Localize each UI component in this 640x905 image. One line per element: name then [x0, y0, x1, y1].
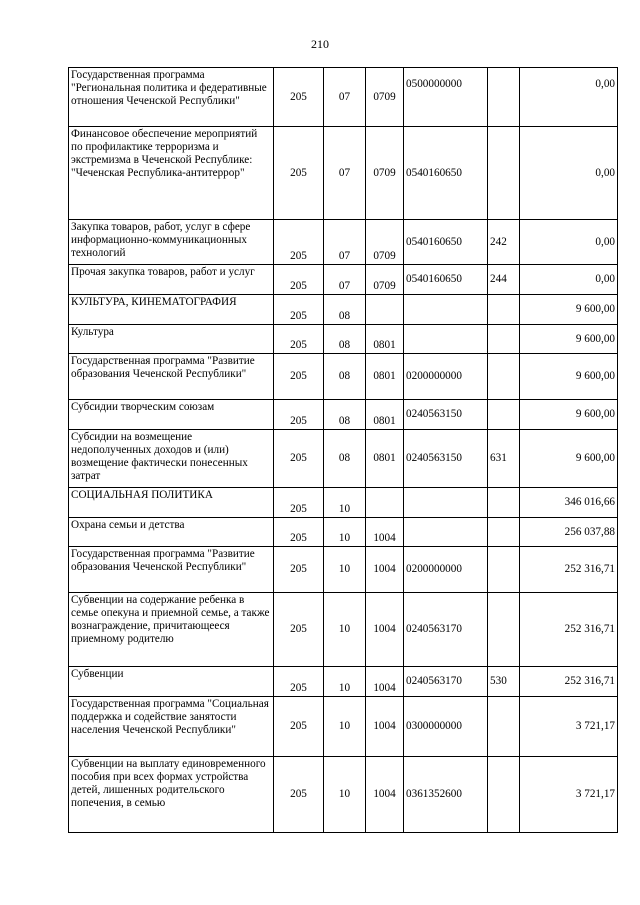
- row-name: СОЦИАЛЬНАЯ ПОЛИТИКА: [69, 488, 274, 518]
- row-vr: [488, 697, 520, 757]
- row-name: Государственная программа "Развитие образования Чеченской Республики": [69, 547, 274, 593]
- row-pr: 1004: [366, 697, 404, 757]
- row-gr: 205: [274, 757, 324, 833]
- row-pr: 1004: [366, 518, 404, 547]
- row-vr: [488, 127, 520, 220]
- row-rz: 08: [324, 325, 366, 354]
- row-name: Культура: [69, 325, 274, 354]
- row-csr: [404, 488, 488, 518]
- row-gr: 205: [274, 354, 324, 400]
- table-row: [69, 400, 618, 430]
- row-vr: [488, 354, 520, 400]
- row-csr: 0500000000: [404, 68, 488, 127]
- row-gr: 205: [274, 220, 324, 265]
- row-csr: 0540160650: [404, 127, 488, 220]
- row-pr: 0801: [366, 400, 404, 430]
- table-row: [69, 354, 618, 400]
- row-csr: [404, 295, 488, 325]
- row-amount: 252 316,71: [520, 667, 618, 697]
- row-pr: [366, 488, 404, 518]
- table-row: [69, 757, 618, 833]
- row-amount: 9 600,00: [520, 354, 618, 400]
- row-pr: 1004: [366, 757, 404, 833]
- row-rz: 07: [324, 68, 366, 127]
- row-name: Субсидии творческим союзам: [69, 400, 274, 430]
- table-row: [69, 68, 618, 127]
- row-csr: 0361352600: [404, 757, 488, 833]
- row-amount: 9 600,00: [520, 325, 618, 354]
- row-vr: 242: [488, 220, 520, 265]
- row-amount: 0,00: [520, 265, 618, 295]
- row-vr: 631: [488, 430, 520, 488]
- row-vr: [488, 518, 520, 547]
- row-pr: 1004: [366, 593, 404, 667]
- row-rz: 10: [324, 697, 366, 757]
- row-name: Государственная программа "Региональная политика и федеративные отношения Чеченской Республики": [69, 68, 274, 127]
- row-csr: 0240563150: [404, 400, 488, 430]
- row-name: Закупка товаров, работ, услуг в сфере информационно-коммуникационных технологий: [69, 220, 274, 265]
- table-row: [69, 667, 618, 697]
- row-rz: 07: [324, 265, 366, 295]
- row-csr: 0300000000: [404, 697, 488, 757]
- row-vr: [488, 295, 520, 325]
- row-name: Прочая закупка товаров, работ и услуг: [69, 265, 274, 295]
- row-vr: 244: [488, 265, 520, 295]
- row-amount: 0,00: [520, 68, 618, 127]
- row-amount: 9 600,00: [520, 400, 618, 430]
- row-name: Государственная программа "Социальная поддержка и содействие занятости населения Чеченской Республики": [69, 697, 274, 757]
- row-rz: 10: [324, 593, 366, 667]
- row-csr: 0240563170: [404, 593, 488, 667]
- table-row: [69, 518, 618, 547]
- row-pr: 0709: [366, 68, 404, 127]
- row-vr: [488, 68, 520, 127]
- row-csr: 0200000000: [404, 354, 488, 400]
- row-gr: 205: [274, 593, 324, 667]
- row-name: Государственная программа "Развитие образования Чеченской Республики": [69, 354, 274, 400]
- row-gr: 205: [274, 488, 324, 518]
- row-name: КУЛЬТУРА, КИНЕМАТОГРАФИЯ: [69, 295, 274, 325]
- row-csr: [404, 518, 488, 547]
- row-gr: 205: [274, 697, 324, 757]
- row-pr: 1004: [366, 667, 404, 697]
- row-name: Охрана семьи и детства: [69, 518, 274, 547]
- row-gr: 205: [274, 430, 324, 488]
- row-rz: 10: [324, 547, 366, 593]
- row-rz: 10: [324, 757, 366, 833]
- row-amount: 252 316,71: [520, 593, 618, 667]
- row-name: Финансовое обеспечение мероприятий по профилактике терроризма и экстремизма в Чеченской Республике: "Чеченская Республика-антитеррор": [69, 127, 274, 220]
- row-csr: 0200000000: [404, 547, 488, 593]
- table-row: [69, 547, 618, 593]
- row-csr: 0240563150: [404, 430, 488, 488]
- row-vr: 530: [488, 667, 520, 697]
- table-row: [69, 127, 618, 220]
- table-row: [69, 593, 618, 667]
- row-rz: 10: [324, 488, 366, 518]
- row-pr: 0801: [366, 354, 404, 400]
- row-vr: [488, 325, 520, 354]
- row-amount: 9 600,00: [520, 295, 618, 325]
- row-rz: 08: [324, 400, 366, 430]
- row-rz: 07: [324, 220, 366, 265]
- row-pr: 0801: [366, 430, 404, 488]
- row-pr: 0801: [366, 325, 404, 354]
- row-csr: 0540160650: [404, 220, 488, 265]
- row-name: Субвенции на выплату единовременного пособия при всех формах устройства детей, лишенных родительского попечения, в семью: [69, 757, 274, 833]
- row-amount: 256 037,88: [520, 518, 618, 547]
- row-gr: 205: [274, 68, 324, 127]
- row-amount: 252 316,71: [520, 547, 618, 593]
- row-gr: 205: [274, 400, 324, 430]
- row-gr: 205: [274, 265, 324, 295]
- row-name: Субвенции: [69, 667, 274, 697]
- row-rz: 07: [324, 127, 366, 220]
- row-pr: 0709: [366, 220, 404, 265]
- table-row: [69, 697, 618, 757]
- table-row: [69, 265, 618, 295]
- table-row: [69, 325, 618, 354]
- row-gr: 205: [274, 667, 324, 697]
- row-amount: 3 721,17: [520, 697, 618, 757]
- row-vr: [488, 757, 520, 833]
- row-amount: 0,00: [520, 220, 618, 265]
- table-row: [69, 295, 618, 325]
- row-rz: 10: [324, 518, 366, 547]
- row-amount: 346 016,66: [520, 488, 618, 518]
- row-gr: 205: [274, 547, 324, 593]
- row-name: Субсидии на возмещение недополученных доходов и (или) возмещение фактически понесенных затрат: [69, 430, 274, 488]
- row-amount: 9 600,00: [520, 430, 618, 488]
- row-amount: 3 721,17: [520, 757, 618, 833]
- row-pr: 1004: [366, 547, 404, 593]
- row-vr: [488, 547, 520, 593]
- row-vr: [488, 400, 520, 430]
- row-rz: 10: [324, 667, 366, 697]
- row-rz: 08: [324, 430, 366, 488]
- budget-table: [68, 67, 618, 833]
- row-csr: [404, 325, 488, 354]
- row-pr: 0709: [366, 127, 404, 220]
- table-row: [69, 488, 618, 518]
- row-vr: [488, 488, 520, 518]
- row-rz: 08: [324, 295, 366, 325]
- row-pr: 0709: [366, 265, 404, 295]
- row-gr: 205: [274, 518, 324, 547]
- table-row: [69, 430, 618, 488]
- row-rz: 08: [324, 354, 366, 400]
- page-number: 210: [311, 37, 329, 51]
- row-name: Субвенции на содержание ребенка в семье опекуна и приемной семье, а также вознаграждение, причитающееся приемному родителю: [69, 593, 274, 667]
- row-amount: 0,00: [520, 127, 618, 220]
- row-vr: [488, 593, 520, 667]
- row-csr: 0540160650: [404, 265, 488, 295]
- row-gr: 205: [274, 295, 324, 325]
- row-pr: [366, 295, 404, 325]
- row-gr: 205: [274, 127, 324, 220]
- row-gr: 205: [274, 325, 324, 354]
- table-row: [69, 220, 618, 265]
- row-csr: 0240563170: [404, 667, 488, 697]
